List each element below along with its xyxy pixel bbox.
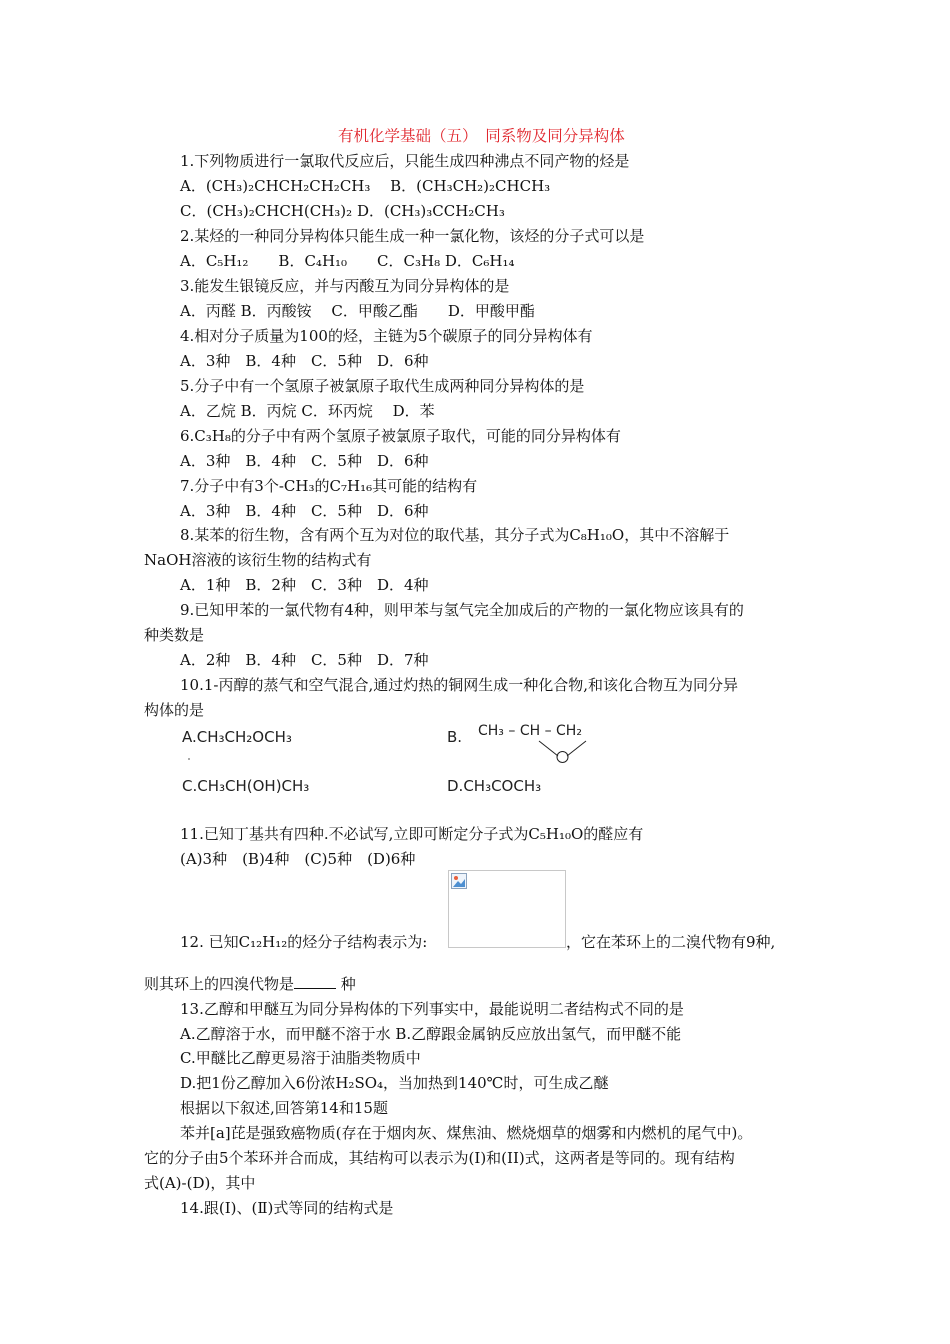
question-6: 6.C₃H₈的分子中有两个氢原子被氯原子取代，可能的同分异构体有 — [180, 427, 621, 445]
question-11-options: (A)3种 (B)4种 (C)5种 (D)6种 — [180, 850, 416, 868]
question-13: 13.乙醇和甲醚互为同分异构体的下列事实中，最能说明二者结构式不同的是 — [180, 1000, 684, 1018]
question-13-options-ab: A.乙醇溶于水，而甲醚不溶于水 B.乙醇跟金属钠反应放出氢气，而甲醚不能 — [180, 1025, 682, 1043]
question-8-options: A．1种 B．2种 C．3种 D．4种 — [180, 576, 429, 594]
passage-line-2: 它的分子由5个苯环并合而成，其结构可以表示为(I)和(II)式，这两者是等同的。现有结构 — [144, 1149, 735, 1167]
question-1: 1.下列物质进行一氯取代反应后，只能生成四种沸点不同产物的烃是 — [180, 152, 630, 170]
question-10-option-b-structure: CH₃ – CH – CH₂ — [478, 723, 582, 739]
question-10-line-2: 构体的是 — [144, 701, 205, 719]
question-10-option-a: A.CH₃CH₂OCH₃ — [182, 728, 292, 746]
question-12-line-2 — [144, 974, 356, 994]
question-14: 14.跟(Ⅰ)、(Ⅱ)式等同的结构式是 — [180, 1199, 394, 1217]
question-3: 3.能发生银镜反应，并与丙酸互为同分异构体的是 — [180, 277, 510, 295]
question-7-options: A．3种 B．4种 C．5种 D．6种 — [180, 502, 429, 520]
question-4: 4.相对分子质量为100的烃，主链为5个碳原子的同分异构体有 — [180, 327, 593, 345]
question-7: 7.分子中有3个-CH₃的C₇H₁₆其可能的结构有 — [180, 477, 478, 495]
question-10-option-d: D.CH₃COCH₃ — [447, 777, 542, 795]
question-2-options: A．C₅H₁₂ B．C₄H₁₀ C．C₃H₈ D．C₆H₁₄ — [180, 252, 515, 270]
question-11: 11.已知丁基共有四种.不必试写,立即可断定分子式为C₅H₁₀O的醛应有 — [180, 825, 644, 843]
page-title: 有机化学基础（五） 同系物及同分异构体 — [338, 127, 625, 145]
question-9-options: A．2种 B．4种 C．5种 D．7种 — [180, 651, 429, 669]
question-13-option-d: D.把1份乙醇加入6份浓H₂SO₄，当加热到140℃时，可生成乙醚 — [180, 1074, 609, 1092]
question-10-option-b-label: B. — [447, 728, 463, 746]
broken-image-icon — [451, 873, 467, 889]
question-10-line-1: 10.1-丙醇的蒸气和空气混合,通过灼热的铜网生成一种化合物,和该化合物互为同分异 — [180, 676, 739, 694]
question-10-option-c: C.CH₃CH(OH)CH₃ — [182, 777, 310, 795]
passage-line-1: 苯并[a]芘是强致癌物质(存在于烟肉灰、煤焦油、燃烧烟草的烟雾和内燃机的尾气中)。 — [180, 1124, 753, 1142]
question-2: 2.某烃的一种同分异构体只能生成一种一氯化物，该烃的分子式可以是 — [180, 227, 645, 245]
section-intro: 根据以下叙述,回答第14和15题 — [180, 1099, 388, 1117]
question-1-options-ab: A．(CH₃)₂CHCH₂CH₂CH₃ B．(CH₃CH₂)₂CHCH₃ — [180, 177, 551, 195]
question-12-line-2-text: 则其环上的四溴代物是 — [144, 975, 295, 993]
question-6-options: A．3种 B．4种 C．5种 D．6种 — [180, 452, 429, 470]
question-9-line-2: 种类数是 — [144, 626, 205, 644]
passage-line-3: 式(A)-(D)，其中 — [144, 1174, 256, 1192]
question-3-options: A．丙醛 B．丙酸铵 C．甲酸乙酯 D．甲酸甲酯 — [180, 302, 535, 320]
question-1-options-cd: C．(CH₃)₂CHCH(CH₃)₂ D．(CH₃)₃CCH₂CH₃ — [180, 202, 505, 220]
question-8-line-1: 8.某苯的衍生物，含有两个互为对位的取代基，其分子式为C₈H₁₀O，其中不溶解于 — [180, 526, 730, 544]
structure-image-placeholder — [448, 870, 566, 948]
epoxide-ring-diagram — [530, 738, 590, 764]
question-12-unit: 种 — [340, 975, 356, 993]
question-12-line-1-end: ，它在苯环上的二溴代物有9种, — [566, 933, 776, 951]
question-8-line-2: NaOH溶液的该衍生物的结构式有 — [144, 551, 372, 569]
question-4-options: A．3种 B．4种 C．5种 D．6种 — [180, 352, 429, 370]
question-13-option-c: C.甲醚比乙醇更易溶于油脂类物质中 — [180, 1049, 421, 1067]
scan-dot — [188, 758, 190, 760]
answer-blank — [294, 974, 336, 989]
question-5-options: A．乙烷 B．丙烷 C．环丙烷 D．苯 — [180, 402, 435, 420]
question-12-line-1-start: 12. 已知C₁₂H₁₂的烃分子结构表示为: — [180, 933, 428, 951]
question-9-line-1: 9.已知甲苯的一氯代物有4种，则甲苯与氢气完全加成后的产物的一氯化物应该具有的 — [180, 601, 744, 619]
question-5: 5.分子中有一个氢原子被氯原子取代生成两种同分异构体的是 — [180, 377, 585, 395]
